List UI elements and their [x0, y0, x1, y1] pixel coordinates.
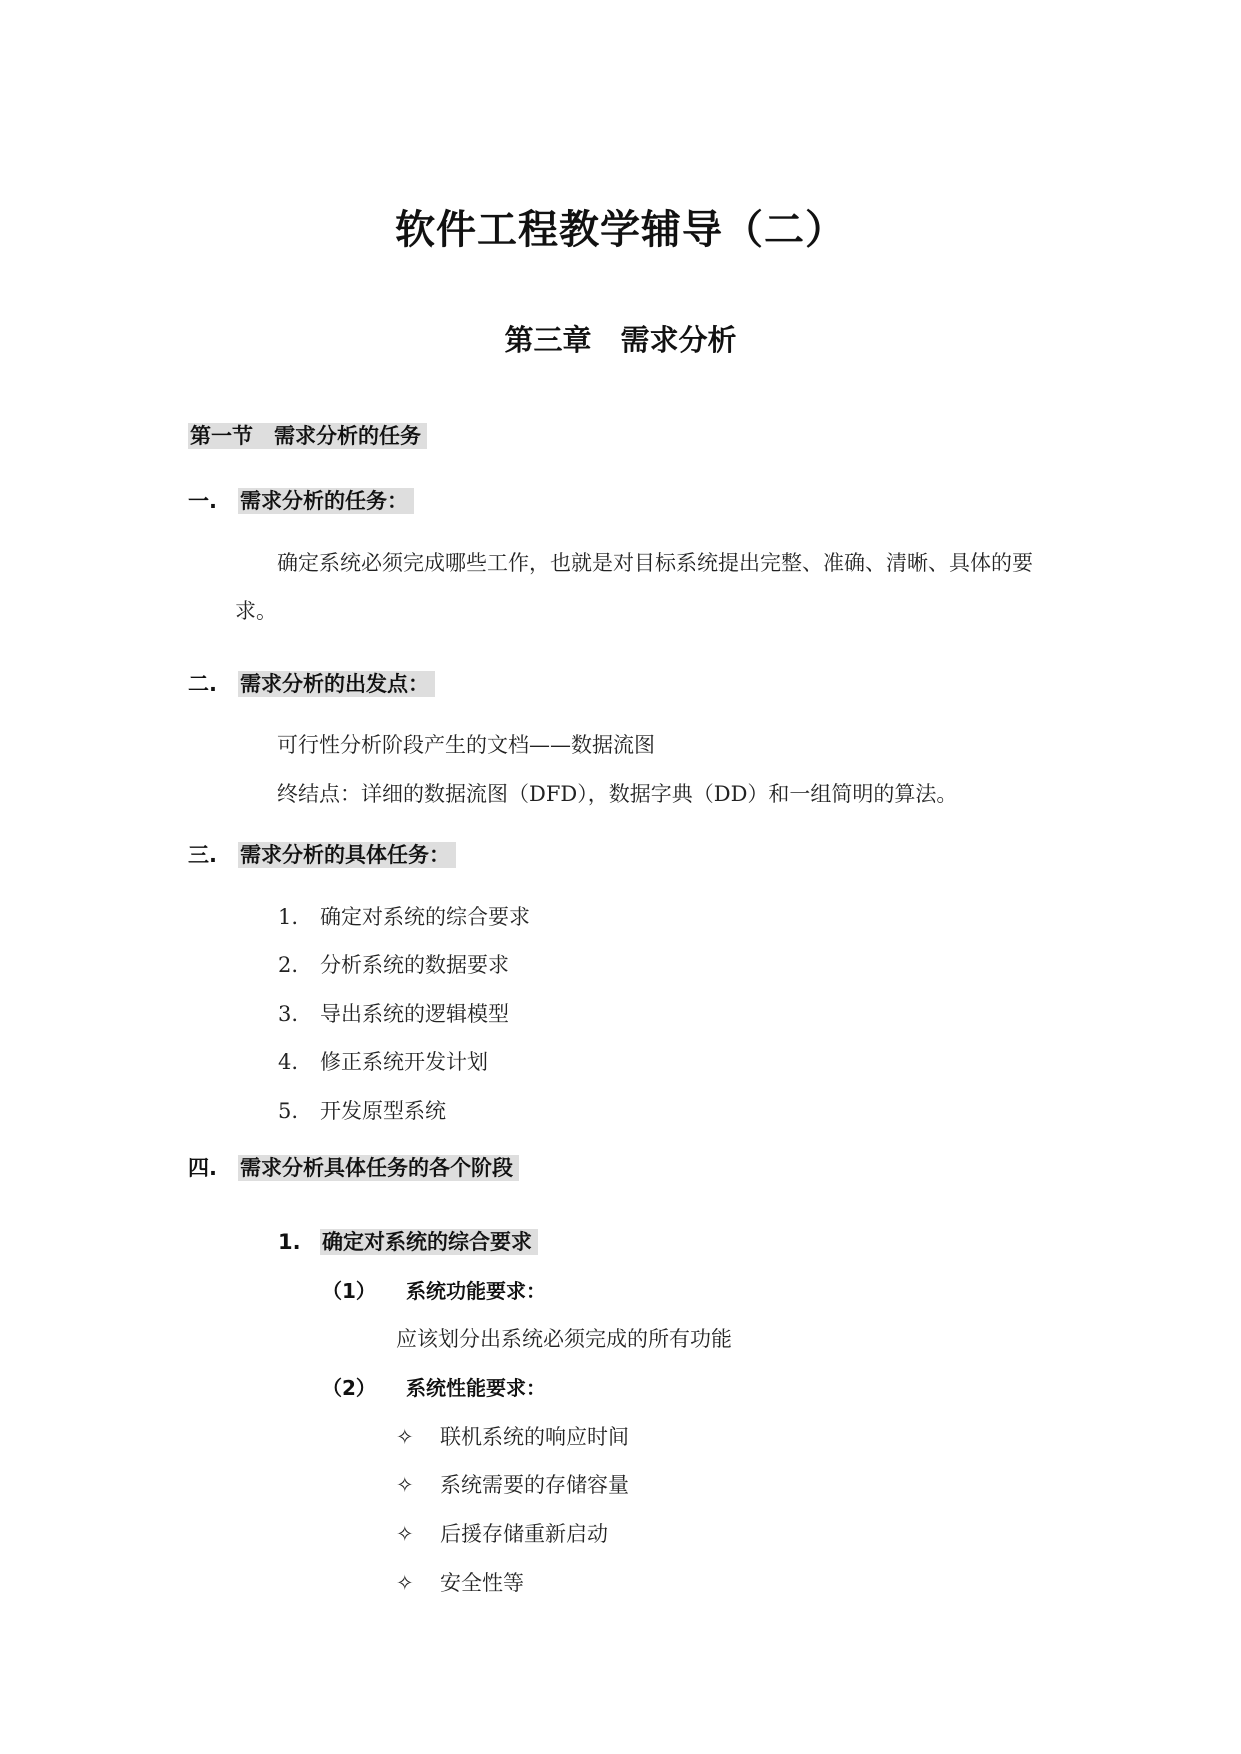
- chapter-title: 第三章 需求分析: [504, 323, 737, 357]
- heading-part1: [188, 485, 414, 515]
- list-text: 开发原型系统: [320, 1099, 446, 1123]
- heading-text: 需求分析的具体任务：: [238, 842, 456, 868]
- heading-number: 二.: [188, 672, 217, 696]
- subheading: [278, 1226, 538, 1256]
- document-title: 软件工程教学辅导（二）: [395, 207, 846, 253]
- subheading-number: 1.: [278, 1230, 301, 1254]
- list-text: 确定对系统的综合要求: [320, 905, 530, 929]
- list-item: [278, 998, 509, 1028]
- bullet-icon: ✧: [396, 1425, 414, 1449]
- paragraph-line: 求。: [235, 599, 277, 623]
- requirement-number: （2）: [322, 1376, 376, 1400]
- section-title-text: 第一节 需求分析的任务: [188, 423, 427, 449]
- heading-text: 需求分析的任务：: [238, 488, 414, 514]
- heading-part3: [188, 839, 456, 869]
- requirement-heading: [322, 1275, 546, 1304]
- list-item: [278, 1046, 488, 1076]
- bullet-item: [396, 1421, 629, 1451]
- list-text: 导出系统的逻辑模型: [320, 1002, 509, 1026]
- list-text: 分析系统的数据要求: [320, 953, 509, 977]
- heading-text: 需求分析具体任务的各个阶段: [238, 1155, 519, 1181]
- list-item: [278, 949, 509, 979]
- subheading-text: 确定对系统的综合要求: [320, 1229, 538, 1255]
- list-item: [278, 901, 530, 931]
- bullet-item: [396, 1518, 608, 1548]
- heading-number: 四.: [188, 1156, 217, 1180]
- text-line: 可行性分析阶段产生的文档——数据流图: [277, 733, 655, 757]
- heading-text: 需求分析的出发点：: [238, 671, 435, 697]
- section-title: [188, 420, 427, 450]
- bullet-text: 安全性等: [440, 1571, 524, 1595]
- bullet-icon: ✧: [396, 1473, 414, 1497]
- bullet-item: [396, 1469, 629, 1499]
- heading-part4: [188, 1152, 519, 1182]
- list-text: 修正系统开发计划: [320, 1050, 488, 1074]
- bullet-icon: ✧: [396, 1571, 414, 1595]
- requirement-description: 应该划分出系统必须完成的所有功能: [396, 1327, 732, 1351]
- list-number: 2.: [278, 953, 299, 977]
- requirement-text: 系统性能要求：: [406, 1376, 546, 1400]
- heading-number: 一.: [188, 489, 217, 513]
- bullet-text: 后援存储重新启动: [440, 1522, 608, 1546]
- requirement-text: 系统功能要求：: [406, 1279, 546, 1303]
- list-item: [278, 1095, 446, 1125]
- bullet-icon: ✧: [396, 1522, 414, 1546]
- requirement-number: （1）: [322, 1279, 376, 1303]
- bullet-text: 系统需要的存储容量: [440, 1473, 629, 1497]
- list-number: 4.: [278, 1050, 299, 1074]
- paragraph-line: 确定系统必须完成哪些工作，也就是对目标系统提出完整、准确、清晰、具体的要: [277, 551, 1033, 575]
- requirement-heading: [322, 1372, 546, 1401]
- bullet-text: 联机系统的响应时间: [440, 1425, 629, 1449]
- list-number: 5.: [278, 1099, 299, 1123]
- text-line: 终结点：详细的数据流图（DFD），数据字典（DD）和一组简明的算法。: [277, 782, 958, 806]
- bullet-item: [396, 1567, 524, 1597]
- heading-number: 三.: [188, 843, 217, 867]
- list-number: 3.: [278, 1002, 299, 1026]
- list-number: 1.: [278, 905, 299, 929]
- heading-part2: [188, 668, 435, 698]
